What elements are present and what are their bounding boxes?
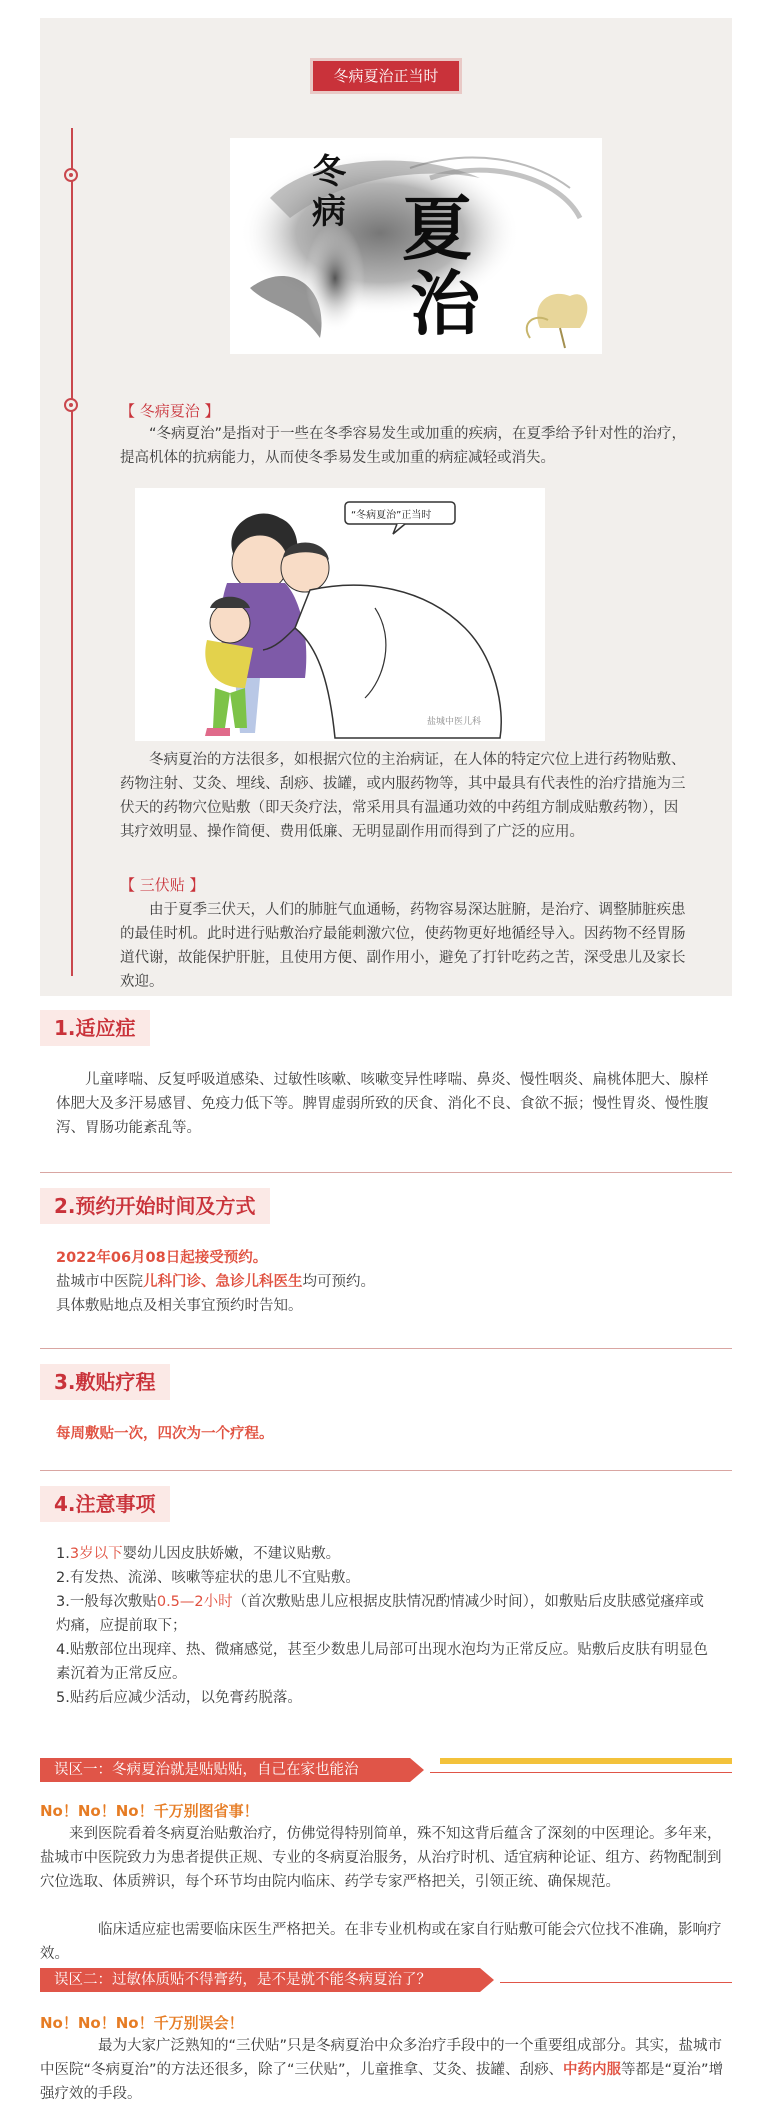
timeline-dot-icon	[64, 398, 78, 412]
section-heading-appointment: 2.预约开始时间及方式	[40, 1188, 270, 1224]
ink-wash-art	[230, 138, 602, 354]
cartoon-illustration	[135, 488, 545, 741]
section-heading-indications: 1.适应症	[40, 1010, 150, 1046]
intro-paragraph-2: 冬病夏治的方法很多，如根据穴位的主治病证，在人体的特定穴位上进行药物贴敷、药物注射、艾灸、埋线、刮痧、拔罐，或内服药物等，其中最具有代表性的治疗措施为三伏天的药物穴位贴敷（即天灸疗法，常采用具有温通功效的中药组方制成贴敷药物），因其疗效明显、操作简便、费用低廉、无明显副作用而得到了广泛的应用。	[120, 752, 686, 840]
list-item: 3.一般每次敷贴0.5—2小时（首次敷贴患儿应根据皮肤情况酌情减少时间），如敷贴后皮肤感觉瘙痒或灼痛，应提前取下；	[56, 1594, 704, 1634]
intro-paragraph-1: “冬病夏治”是指对于一些在冬季容易发生或加重的疾病，在夏季给予针对性的治疗，提高机体的抗病能力，从而使冬季易发生或加重的病症减轻或消失。	[120, 426, 687, 466]
label-sanfu-patch: 【 三伏贴 】	[120, 876, 205, 894]
section-heading-precautions: 4.注意事项	[40, 1486, 170, 1522]
list-item: 2.有发热、流涕、咳嗽等症状的患儿不宜贴敷。	[56, 1570, 360, 1586]
myth-2-paragraph: 最为大家广泛熟知的“三伏贴”只是冬病夏治中众多治疗手段中的一个重要组成部分。其实，盐城市中医院“冬病夏治”的方法还很多，除了“三伏贴”，儿童推拿、艾灸、拔罐、刮痧、中药内服等都是“夏治”增强疗效的手段。	[40, 2038, 724, 2102]
myth-1-paragraph-2: 临床适应症也需要临床医生严格把关。在非专业机构或在家自行贴敷可能会穴位找不准确，影响疗效。	[40, 1922, 722, 1962]
myth-bar-2: 误区二：过敏体质贴不得膏药，是不是就不能冬病夏治了？	[40, 1968, 732, 1992]
indications-text: 儿童哮喘、反复呼吸道感染、过敏性咳嗽、咳嗽变异性哮喘、鼻炎、慢性咽炎、扁桃体肥大、腺样体肥大及多汗易感冒、免疫力低下等。脾胃虚弱所致的厌食、消化不良、食欲不振；慢性胃炎、慢性腹泻、胃肠功能紊乱等。	[56, 1072, 709, 1136]
cartoon-caption: “冬病夏治”正当时	[351, 510, 432, 521]
hero-calligraphy-image	[230, 138, 602, 354]
intro-paragraph-3: 由于夏季三伏天，人们的肺脏气血通畅，药物容易深达脏腑，是治疗、调整肺脏疾患的最佳时机。此时进行贴敷治疗最能刺激穴位，使药物更好地循经导入。因药物不经胃肠道代谢，故能保护肝脏，且使用方便、副作用小，避免了打针吃药之苦，深受患儿及家长欢迎。	[120, 902, 686, 990]
hero-text-small: 病	[312, 192, 346, 232]
list-item: 4.贴敷部位出现痒、热、微痛感觉，甚至少数患儿局部可出现水泡均为正常反应。贴敷后皮肤有明显色素沉着为正常反应。	[56, 1642, 708, 1682]
title-banner: 冬病夏治正当时	[310, 58, 462, 94]
cartoon-watermark: 盐城中医儿科	[427, 717, 482, 727]
myth-bar-1: 误区一：冬病夏治就是贴贴贴，自己在家也能治	[40, 1758, 732, 1782]
timeline-dot-icon	[64, 168, 78, 182]
myth-2-headline: No！No！No！千万别误会！	[40, 2014, 244, 2032]
section-divider	[40, 1172, 732, 1173]
myth-1-paragraph-1: 来到医院看着冬病夏治贴敷治疗，仿佛觉得特别简单，殊不知这背后蕴含了深刻的中医理论。多年来，盐城市中医院致力为患者提供正规、专业的冬病夏治服务，从治疗时机、适宜病种论证、组方、药物配制到穴位选取、体质辨识，每个环节均由院内临床、药学专家严格把关，引领正统、确保规范。	[40, 1826, 722, 1890]
timeline-line	[71, 128, 73, 976]
hero-text-big: 夏	[402, 187, 472, 270]
hero-text-small: 冬	[312, 152, 346, 192]
intro-panel	[40, 18, 732, 996]
section-divider	[40, 1470, 732, 1471]
cartoon-doctor-image	[135, 488, 545, 741]
list-item: 1.3岁以下婴幼儿因皮肤娇嫩，不建议贴敷。	[56, 1546, 341, 1562]
hero-text-big: 治	[410, 262, 480, 345]
section-divider	[40, 1348, 732, 1349]
label-winter-disease: 【 冬病夏治 】	[120, 402, 220, 420]
appointment-start-date: 2022年06月08日起接受预约。	[56, 1250, 268, 1266]
list-item: 5.贴药后应减少活动，以免膏药脱落。	[56, 1690, 302, 1706]
myth-1-headline: No！No！No！千万别图省事！	[40, 1802, 259, 1820]
appointment-departments: 儿科门诊、急诊儿科医生	[143, 1274, 303, 1290]
precautions-list	[56, 1542, 716, 1710]
appointment-text: 2022年06月08日起接受预约。 盐城市中医院儿科门诊、急诊儿科医生均可预约。 具体敷贴地点及相关事宜预约时告知。	[56, 1250, 375, 1314]
course-text: 每周敷贴一次，四次为一个疗程。	[56, 1426, 274, 1442]
section-heading-course: 3.敷贴疗程	[40, 1364, 170, 1400]
